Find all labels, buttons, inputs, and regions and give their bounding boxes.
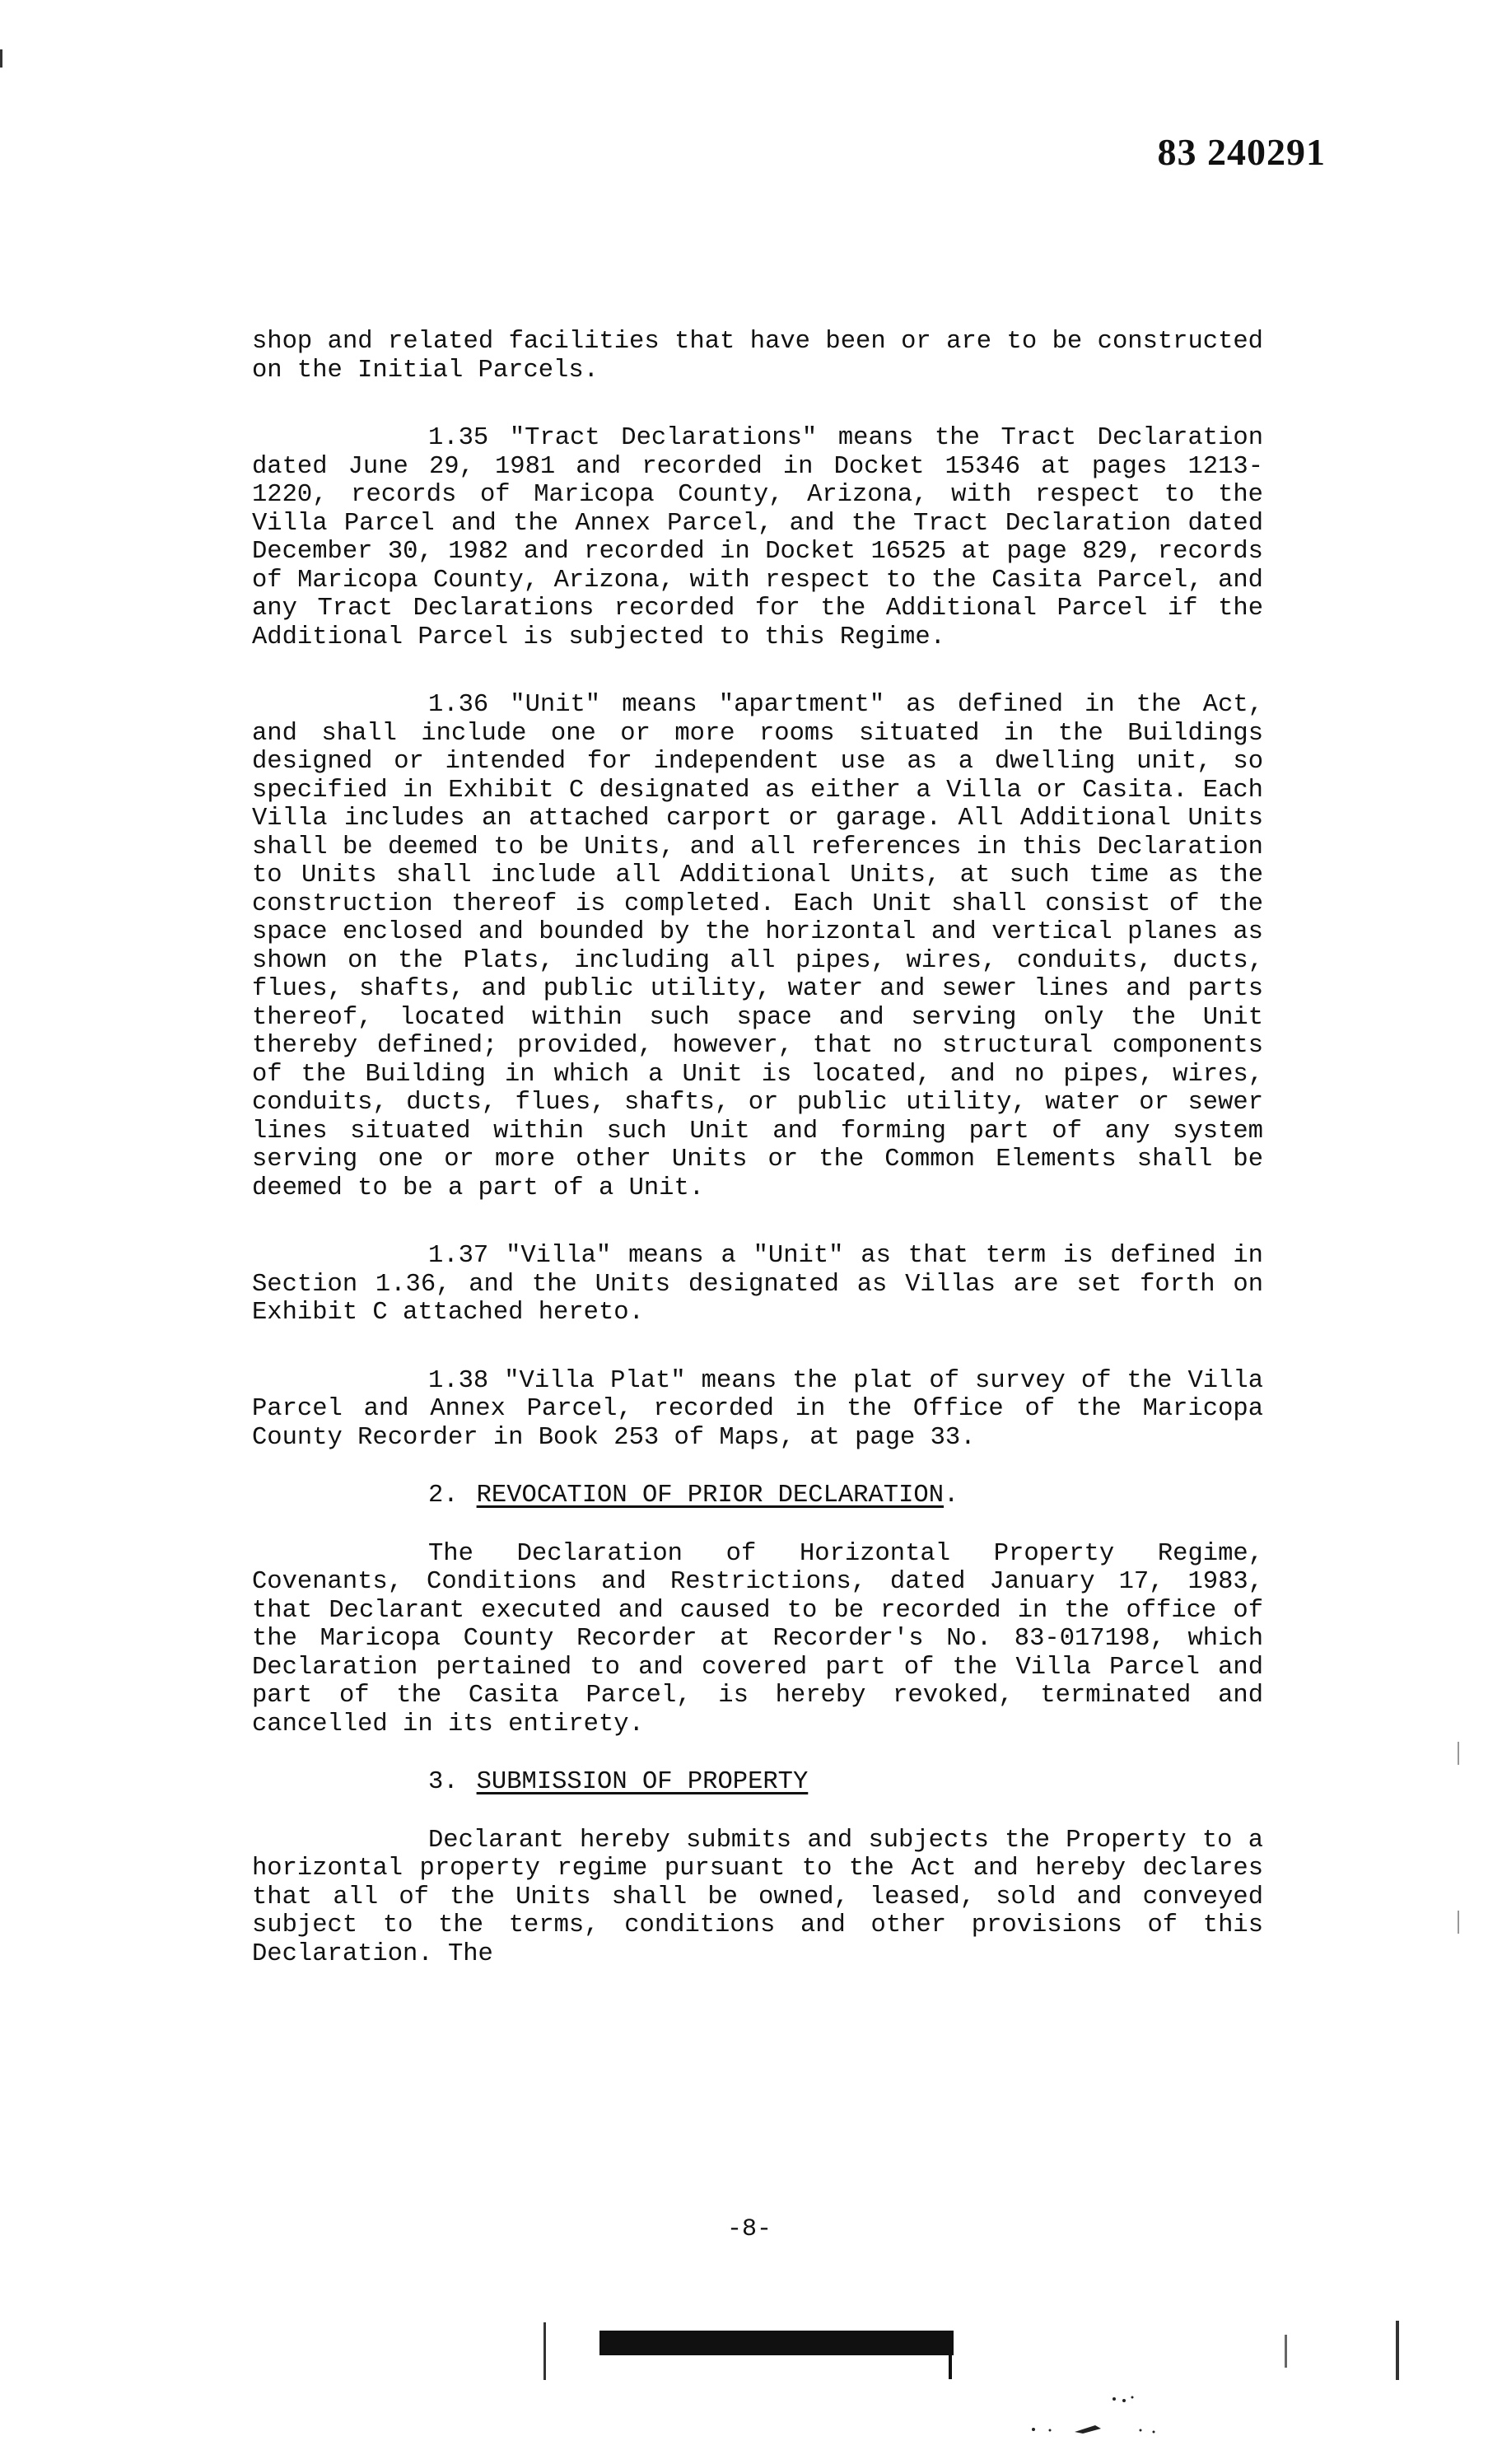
paragraph-3-submission: Declarant hereby submits and subjects the Property to a horizontal property regime pursuant to the Act and hereby declares that all of the Units shall be owned, leased, sold and conveyed subject to the terms, conditions and other provisions of this Declaration. The — [252, 1826, 1263, 1968]
declaration-body — [252, 328, 1263, 1968]
scan-edge-mark-bottom-1 — [543, 2322, 546, 2380]
paragraph-1-35-tract-declarations: 1.35 "Tract Declarations" means the Tract Declaration dated June 29, 1981 and recorded in Docket 15346 at pages 1213-1220, records of Maricopa County, Arizona, with respect to the Villa Parcel and the Annex Parcel, and the Tract Declaration dated December 30, 1982 and recorded in Docket 16525 at page 829, records of Maricopa County, Arizona, with respect to the Casita Parcel, and any Tract Declarations recorded for the Additional Parcel if the Additional Parcel is subjected to this Regime. — [252, 424, 1263, 651]
recording-number: 83 240291 — [1157, 131, 1326, 173]
page-number: -8- — [726, 2215, 772, 2243]
paragraph-1-36-unit: 1.36 "Unit" means "apartment" as defined in the Act, and shall include one or more rooms situated in the Buildings designed or intended for independent use as a dwelling unit, so specified in Exhibit C designated as either a Villa or Casita. Each Villa includes an attached carport or garage. All Additional Units shall be deemed to be Units, and all references in this Declaration to Units shall include all Additional Units, at such time as the construction thereof is completed. Each Unit shall consist of the space enclosed and bounded by the horizontal and vertical planes as shown on the Plats, including all pipes, wires, conduits, ducts, flues, shafts, and public utility, water and sewer lines and parts thereof, located within such space and serving only the Unit thereby defined; provided, however, that no structural components of the Building in which a Unit is located, and no pipes, wires, conduits, ducts, flues, shafts, or public utility, water or sewer lines situated within such Unit and forming part of any system serving one or more other Units or the Common Elements shall be deemed to be a part of a Unit. — [252, 691, 1263, 1202]
paragraph-1-37-villa: 1.37 "Villa" means a "Unit" as that term is defined in Section 1.36, and the Units designated as Villas are set forth on Exhibit C attached hereto. — [252, 1242, 1263, 1327]
scan-edge-mark-right-2 — [1458, 1911, 1459, 1934]
scan-edge-mark-bottom-3 — [1396, 2321, 1399, 2380]
section-title-period: . — [944, 1482, 959, 1510]
scan-bar-tick — [949, 2343, 952, 2379]
section-number: 3. — [428, 1768, 459, 1796]
paragraph-2-revocation: The Declaration of Horizontal Property Regime, Covenants, Conditions and Restrictions, dated January 17, 1983, that Declarant executed and caused to be recorded in the office of the Maricopa County Recorder at Recorder's No. 83-017198, which Declaration pertained to and covered part of the Villa Parcel and part of the Casita Parcel, is hereby revoked, terminated and cancelled in its entirety. — [252, 1539, 1263, 1738]
section-title: REVOCATION OF PRIOR DECLARATION — [476, 1482, 945, 1510]
scan-edge-mark-right-1 — [1458, 1742, 1459, 1765]
section-heading-revocation — [252, 1482, 1263, 1510]
scan-edge-mark-bottom-2 — [1285, 2335, 1287, 2368]
scan-speck-cluster — [1025, 2392, 1173, 2442]
paragraph-continuation: shop and related facilities that have been or are to be constructed on the Initial Parcels. — [252, 328, 1263, 385]
scan-redaction-bar — [599, 2331, 954, 2355]
section-heading-submission — [252, 1768, 1263, 1797]
section-number: 2. — [428, 1482, 459, 1510]
paragraph-1-38-villa-plat: 1.38 "Villa Plat" means the plat of survey of the Villa Parcel and Annex Parcel, recorded in the Office of the Maricopa County Recorder in Book 253 of Maps, at page 33. — [252, 1366, 1263, 1452]
scan-edge-mark-top-left — [0, 49, 2, 68]
section-title: SUBMISSION OF PROPERTY — [476, 1768, 809, 1796]
